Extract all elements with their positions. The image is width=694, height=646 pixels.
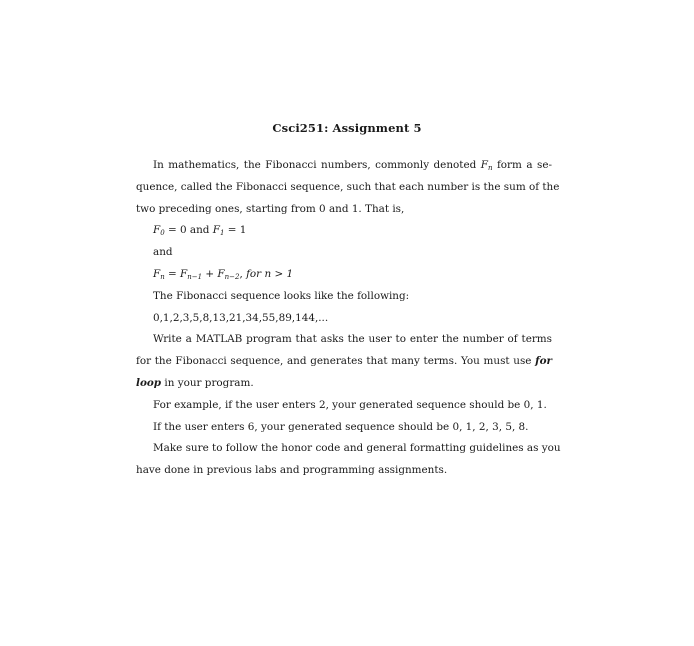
intro-text: In mathematics, the Fibonacci numbers, commonly denoted <box>153 159 477 171</box>
intro-text-end: form a se- <box>496 159 552 171</box>
math-var-f: F <box>480 159 488 171</box>
document-body <box>136 155 561 482</box>
fn-plus: + <box>202 267 218 280</box>
f0-sub: 0 <box>160 229 165 238</box>
f1-rest: = 1 <box>224 224 247 237</box>
example-1: For example, if the user enters 2, your generated sequence should be 0, 1. <box>153 398 547 411</box>
fn1-sub: n−1 <box>187 272 203 281</box>
fn1-var: F <box>180 267 188 280</box>
task-line-2 <box>136 351 552 373</box>
assignment-title: Csci251: Assignment 5 <box>272 121 422 135</box>
fn2-var: F <box>217 267 225 280</box>
condition: n > 1 <box>264 267 294 280</box>
honor-line-2: have done in previous labs and programming assignments. <box>136 464 448 477</box>
f1-sub: 1 <box>219 229 225 238</box>
f0-var: F <box>153 224 161 237</box>
task-line-2-text: for the Fibonacci sequence, and generates that many terms. You must use <box>136 355 532 368</box>
fn-sub: n <box>160 272 165 281</box>
f0-rest: = 0 and <box>164 224 213 237</box>
keyword-for: for <box>535 355 552 368</box>
intro-line-2: quence, called the Fibonacci sequence, such that each number is the sum of the <box>136 180 560 193</box>
sequence-values: 0,1,2,3,5,8,13,21,34,55,89,144,... <box>153 311 329 324</box>
fn-comma: , <box>239 267 243 280</box>
intro-line-3: two preceding ones, starting from 0 and 1. That is, <box>136 202 405 215</box>
task-line-3-text: in your program. <box>164 376 254 389</box>
intro-line-1 <box>136 155 552 177</box>
fn-eq: = <box>164 267 181 280</box>
task-line-3 <box>136 373 552 395</box>
example-2: If the user enters 6, your generated sequence should be 0, 1, 2, 3, 5, 8. <box>153 420 529 433</box>
sequence-intro: The Fibonacci sequence looks like the following: <box>153 289 410 302</box>
honor-line-1: Make sure to follow the honor code and general formatting guidelines as you <box>153 442 561 455</box>
initial-conditions-formula <box>136 220 552 242</box>
task-line-1: Write a MATLAB program that asks the user to enter the number of terms <box>153 333 552 346</box>
f1-var: F <box>212 224 220 237</box>
fn2-sub: n−2 <box>224 272 240 281</box>
keyword-loop: loop <box>136 376 162 389</box>
for-word: for <box>246 267 262 280</box>
math-subscript-n: n <box>487 164 493 172</box>
recurrence-formula <box>136 264 552 286</box>
and-text: and <box>153 246 173 259</box>
fn-var: F <box>153 267 161 280</box>
